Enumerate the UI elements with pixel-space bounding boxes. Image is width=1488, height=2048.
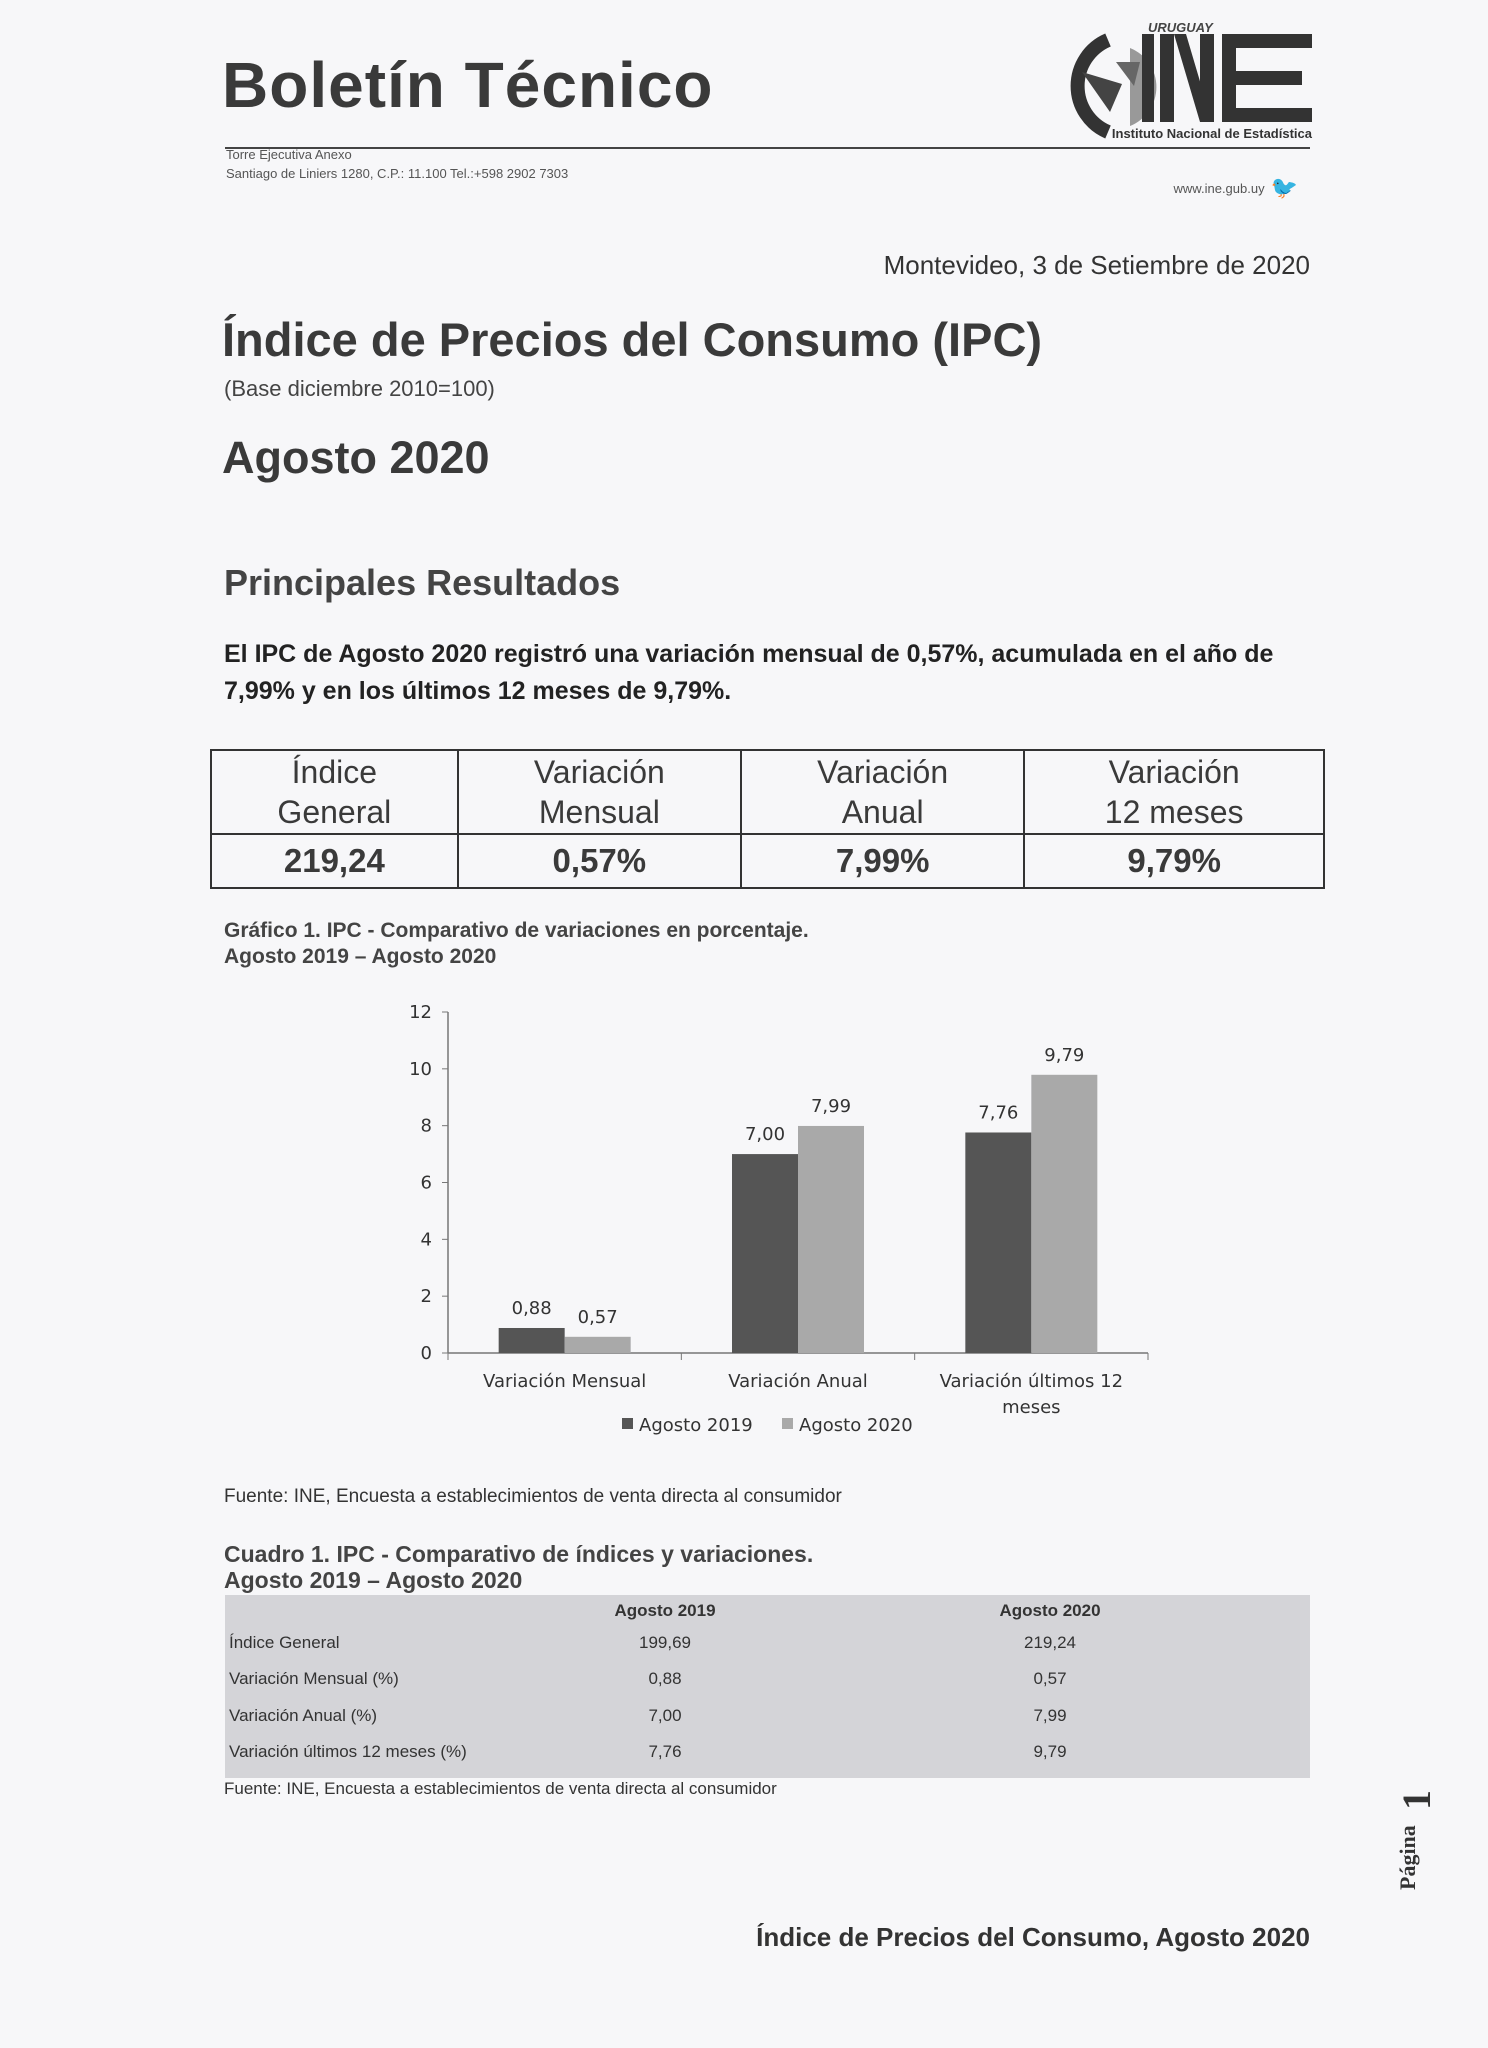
website-row — [1174, 175, 1298, 201]
address-line-2: Santiago de Liniers 1280, C.P.: 11.100 Tel.:+598 2902 7303 — [226, 166, 569, 181]
bulletin-title: Boletín Técnico — [222, 49, 714, 121]
x-category-label: meses — [1002, 1397, 1061, 1418]
value-variacion-mensual: 0,57% — [458, 834, 741, 888]
footer-title: Índice de Precios del Consumo, Agosto 2020 — [756, 1922, 1310, 1952]
summary-paragraph: El IPC de Agosto 2020 registró una variación mensual de 0,57%, acumulada en el año de 7,99% y en los últimos 12 meses de 9,79%. — [224, 640, 1274, 705]
row-value-2020: 219,24 — [1024, 1633, 1076, 1652]
ine-logo — [1060, 22, 1312, 146]
row-value-2019: 7,00 — [648, 1706, 682, 1725]
chart-caption-line-1: Gráfico 1. IPC - Comparativo de variaciones en porcentaje. — [224, 919, 809, 942]
header-variacion-mensual: Variación Mensual — [458, 750, 741, 834]
data-label: 9,79 — [1044, 1044, 1085, 1066]
row-value-2019: 0,88 — [648, 1669, 682, 1688]
y-tick-label: 12 — [409, 1002, 432, 1023]
website-link[interactable]: www.ine.gub.uy — [1173, 180, 1265, 196]
publication-date: Montevideo, 3 de Setiembre de 2020 — [883, 250, 1310, 280]
bar-agosto-2019 — [965, 1132, 1031, 1353]
row-label: Índice General — [229, 1633, 340, 1652]
row-label: Variación últimos 12 meses (%) — [229, 1742, 467, 1761]
page-label: Página — [1395, 1825, 1420, 1890]
bar-agosto-2020 — [798, 1126, 864, 1353]
data-label: 0,88 — [511, 1297, 552, 1319]
data-label: 7,00 — [744, 1124, 786, 1146]
col-header-2019: Agosto 2019 — [614, 1601, 716, 1620]
y-tick-label: 4 — [420, 1229, 432, 1251]
chart-source: Fuente: INE, Encuesta a establecimientos de venta directa al consumidor — [224, 1486, 842, 1507]
table-caption-line-1: Cuadro 1. IPC - Comparativo de índices y variaciones. — [224, 1541, 814, 1567]
y-tick-label: 2 — [420, 1286, 432, 1308]
y-tick-label: 0 — [420, 1343, 432, 1364]
section-title: Principales Resultados — [224, 562, 621, 603]
bar-agosto-2020 — [1031, 1075, 1097, 1353]
x-category-label: Variación Anual — [728, 1371, 868, 1392]
y-tick-label: 10 — [409, 1058, 432, 1080]
header-indice-general: Índice General — [211, 750, 458, 834]
row-value-2019: 7,76 — [648, 1742, 682, 1761]
logo-institute-name: Instituto Nacional de Estadística — [1111, 126, 1312, 141]
variation-bar-chart — [380, 990, 1180, 1440]
data-label: 0,57 — [577, 1306, 618, 1328]
value-indice-general: 219,24 — [211, 834, 458, 888]
table-caption-line-2: Agosto 2019 – Agosto 2020 — [224, 1567, 523, 1593]
page-number: 1 — [1394, 1790, 1439, 1810]
legend-label: Agosto 2019 — [639, 1415, 753, 1436]
x-category-label: Variación Mensual — [483, 1371, 647, 1392]
value-variacion-12-meses: 9,79% — [1024, 834, 1324, 888]
bar-agosto-2019 — [499, 1328, 565, 1353]
row-label: Variación Anual (%) — [229, 1706, 378, 1725]
row-value-2020: 9,79 — [1033, 1742, 1067, 1761]
data-label: 7,99 — [810, 1095, 852, 1117]
col-header-2020: Agosto 2020 — [999, 1601, 1101, 1620]
index-base: (Base diciembre 2010=100) — [224, 376, 495, 401]
header-divider — [225, 147, 1310, 149]
table-source: Fuente: INE, Encuesta a establecimientos de venta directa al consumidor — [224, 1779, 777, 1798]
legend-swatch — [782, 1418, 793, 1429]
y-tick-label: 8 — [420, 1115, 432, 1137]
x-category-label: Variación últimos 12 — [939, 1371, 1124, 1392]
page-indicator — [1385, 1780, 1439, 1890]
bar-agosto-2020 — [565, 1337, 631, 1353]
legend-label: Agosto 2020 — [799, 1415, 913, 1436]
y-tick-label: 6 — [420, 1172, 432, 1194]
detail-table — [225, 1595, 1310, 1778]
chart-caption-line-2: Agosto 2019 – Agosto 2020 — [224, 945, 497, 968]
address-line-1: Torre Ejecutiva Anexo — [226, 147, 352, 162]
row-label: Variación Mensual (%) — [229, 1669, 399, 1688]
header-variacion-12-meses: Variación 12 meses — [1024, 750, 1324, 834]
value-variacion-anual: 7,99% — [741, 834, 1024, 888]
logo-country: URUGUAY — [1148, 20, 1213, 35]
data-label: 7,76 — [978, 1102, 1019, 1124]
row-value-2020: 7,99 — [1033, 1706, 1067, 1725]
twitter-icon[interactable]: 🐦 — [1270, 175, 1298, 200]
document-title: Índice de Precios del Consumo (IPC) — [222, 313, 1043, 366]
row-value-2019: 199,69 — [639, 1633, 691, 1652]
row-value-2020: 0,57 — [1033, 1669, 1067, 1688]
header-variacion-anual: Variación Anual — [741, 750, 1024, 834]
period-title: Agosto 2020 — [222, 432, 490, 483]
bar-agosto-2019 — [732, 1154, 798, 1353]
legend-swatch — [622, 1418, 633, 1429]
summary-table — [210, 749, 1325, 889]
